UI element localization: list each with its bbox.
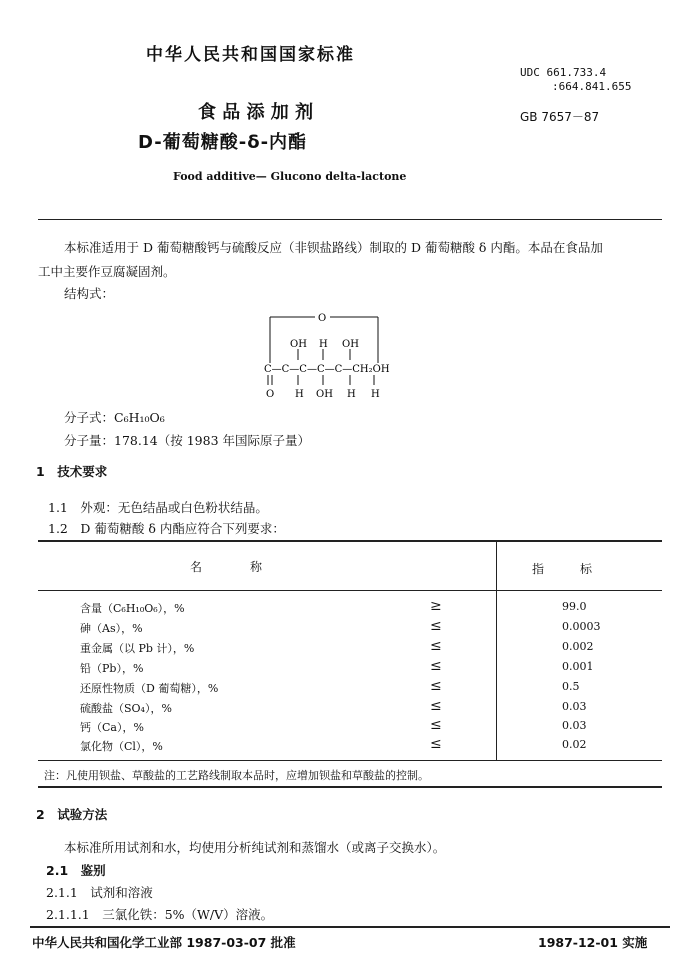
title-cn-line2: D-葡萄糖酸-δ-内酯 [138,132,308,153]
table-header-rule [38,590,662,591]
table-row [38,657,662,677]
header-rule [38,219,662,220]
table-row [38,637,662,657]
udc-code-line2: :664.841.655 [552,80,632,93]
row-operator: ≤ [430,717,442,733]
table-note: 注：凡使用钡盐、草酸盐的工艺路线制取本品时，应增加钡盐和草酸盐的控制。 [44,769,429,782]
title-en: Food additive— Glucono delta-lactone [173,170,407,183]
row-name: 含量（C₆H₁₀O₆），% [80,602,185,615]
table-row [38,597,662,617]
item-2-1-1-1: 2.1.1.1 三氯化铁：5%（W/V）溶液。 [46,907,274,922]
item-2-1-1: 2.1.1 试剂和溶液 [46,885,153,900]
row-operator: ≤ [430,698,442,714]
row-value: 0.001 [562,660,594,673]
h-label-b2: H [347,389,356,400]
row-value: 0.03 [562,719,587,732]
intro-para-line2: 工中主要作豆腐凝固剂。 [38,264,176,279]
item-1-1: 1.1 外观：无色结晶或白色粉状结晶。 [48,500,268,515]
gb-number: GB 7657－87 [520,110,600,124]
bottom-oxygen: O [266,389,275,400]
row-name: 铅（Pb），% [80,662,144,675]
row-name: 硫酸盐（SO₄），% [80,702,172,715]
table-top-rule [38,540,662,542]
ring-oxygen: O [318,313,327,324]
oh-label-1: OH [290,339,307,350]
row-operator: ≤ [430,618,442,634]
h-label-b1: H [295,389,304,400]
row-name: 砷（As），% [80,622,143,635]
section1-title: 1 技术要求 [36,464,108,479]
title-cn-line1: 食 品 添 加 剂 [198,102,314,123]
table-row [38,677,662,697]
row-operator: ≤ [430,678,442,694]
row-value: 0.5 [562,680,580,693]
row-operator: ≤ [430,638,442,654]
row-value: 0.002 [562,640,594,653]
molecular-formula: 分子式：C₆H₁₀O₆ [64,410,165,425]
note-rule [38,786,662,788]
table-bottom-rule [38,760,662,761]
footer-rule [30,926,670,928]
row-operator: ≤ [430,736,442,752]
issuing-org: 中华人民共和国国家标准 [146,45,355,65]
oh-label-bottom: OH [316,389,333,400]
row-value: 0.0003 [562,620,601,633]
carbon-backbone: C—C—C—C—C—CH₂OH [264,364,390,375]
table-header-index: 指 标 [532,562,593,576]
table-row [38,697,662,717]
row-name: 氯化物（Cl），% [80,740,163,753]
h-label-top: H [319,339,328,350]
udc-code-line1: UDC 661.733.4 [520,66,607,79]
row-name: 还原性物质（D 葡萄糖），% [80,682,219,695]
row-value: 0.02 [562,738,587,751]
table-row [38,617,662,637]
row-name: 重金属（以 Pb 计），% [80,642,195,655]
row-operator: ≥ [430,598,442,614]
table-header-name: 名 称 [190,560,263,574]
intro-para-line1: 本标准适用于 D 葡萄糖酸钙与硫酸反应（非钡盐路线）制取的 D 葡萄糖酸 δ 内酯。本品在食品加 [64,240,603,255]
implementation-date: 1987-12-01 实施 [538,935,648,950]
oh-label-2: OH [342,339,359,350]
row-operator: ≤ [430,658,442,674]
item-1-2: 1.2 D 葡萄糖酸 δ 内酯应符合下列要求： [48,521,285,536]
section2-para: 本标准所用试剂和水，均使用分析纯试剂和蒸馏水（或离子交换水）。 [64,840,446,855]
structure-label: 结构式： [64,286,115,301]
h-label-b3: H [371,389,380,400]
section2-title: 2 试验方法 [36,807,108,822]
table-row [38,735,662,755]
molecular-weight: 分子量：178.14（按 1983 年国际原子量） [64,433,310,448]
row-name: 钙（Ca），% [80,721,144,734]
approval-line: 中华人民共和国化学工业部 1987-03-07 批准 [32,935,296,950]
row-value: 0.03 [562,700,587,713]
row-value: 99.0 [562,600,587,613]
table-row [38,716,662,736]
item-2-1: 2.1 鉴别 [46,863,106,878]
structural-formula [250,305,450,405]
